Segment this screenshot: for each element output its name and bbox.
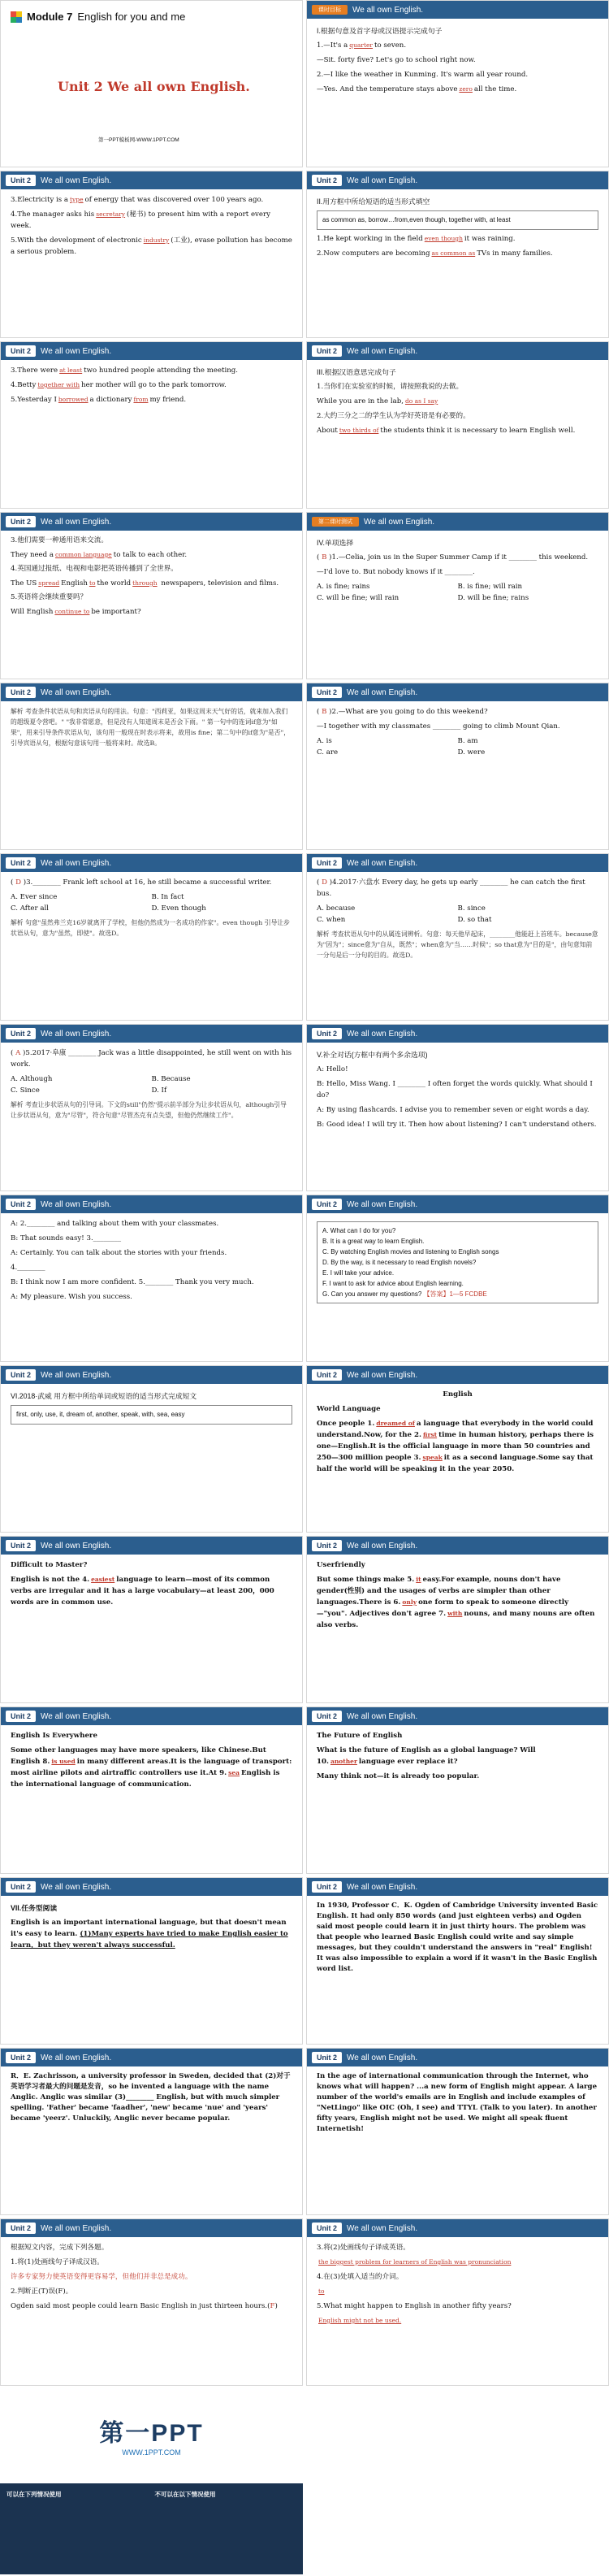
slide-12: Unit 2 We all own English. ( D )4.2017·六盘水 Every day, he gets up early ________ he can catch the first bus. A. because B. since C. when D. so that 解析 考查状语从句中的从属连词辨析。句意：每天他早起床，________他能赶上首班车。because意为"因为"；since意为"自从，既然"；when意为"当……时候"；so that意为"目的是"，由句意知前一分句是后一分句的目的。故选D。 <box>306 853 609 1021</box>
header-title: We all own English. <box>41 687 112 697</box>
unit-tag: Unit 2 <box>312 1540 342 1551</box>
passage-text: language to learn—most of its common verbs are irregular and it has a large vocabulary—at least 200，000 words are in common use. <box>11 1576 274 1607</box>
option: C. will be fine; will rain <box>317 594 400 602</box>
header-title: We all own English. <box>41 517 112 527</box>
option: D. so that <box>457 916 492 924</box>
q5-text: 5.With the development of electronic <box>11 236 142 245</box>
unit-tag: Unit 2 <box>6 2223 36 2234</box>
q5-text-b: (工业), evase pollution has become a serious problem. <box>11 236 292 256</box>
passage-text: In the age of international communication through the Internet, who knows what will happen? ...a new form of English might appear. A large number of the world's emails are in English and include examples of "NetLingo" like OIC (Oh, I see) and TTYL (Talk to you later). In another fifty years, English might not be used. We might all speak fluent Internetish! <box>317 2072 598 2133</box>
slide-header <box>307 1 608 19</box>
task-a4: to <box>318 2288 325 2295</box>
option: D. were <box>457 748 486 757</box>
lesson-badge: 课时目标 <box>312 5 348 15</box>
section-title: V.补全对话(方框中有两个多余选项) <box>317 1051 428 1059</box>
passage-text: in many different areas.It is the language of transport: most airline pilots and airtraffic controllers use it.At 9. <box>11 1758 292 1777</box>
header-title: We all own English. <box>347 1882 418 1892</box>
module-heading <box>11 11 185 23</box>
option: A. Although <box>11 1075 53 1083</box>
unit-tag: Unit 2 <box>6 2052 36 2063</box>
slide-13: Unit 2 We all own English. ( A )5.2017·阜康 ________ Jack was a little disappointed, he still went on with his work. A. Although B. Because C. Since D. If 解析 考查让步状语从句的引导词。下文的still"仍然"提示前半部分为让步状语从句，although引导让步状语从句，意为"尽管"，符合句意"尽管杰克有点失望，但他仍然继续工作"。 <box>0 1024 303 1191</box>
usage-forbidden-heading: 不可以在以下情况使用 <box>154 2491 216 2498</box>
q2-text: About <box>317 427 338 435</box>
slide-26 <box>306 2048 609 2215</box>
q4-text-b: (秘书) to present him with a report every week. <box>11 210 270 230</box>
unit-tag: Unit 2 <box>312 1028 342 1039</box>
q2-answer: B <box>322 708 327 716</box>
unit-tag: Unit 2 <box>6 1881 36 1893</box>
q5-text: 5.2017·阜康 ________ Jack was a little disappointed, he still went on with his work. <box>11 1049 292 1069</box>
explanation: 解析 考查让步状语从句的引导词。下文的still"仍然"提示前半部分为让步状语从句，although引导让步状语从句，意为"尽管"，符合句意"尽管杰克有点失望，但他仍然继续工作"。 <box>11 1101 287 1119</box>
dialog-line: B: Good idea! I will try it. Then how about listening? I can't understand others. <box>317 1121 597 1129</box>
option: A. is <box>317 737 332 745</box>
lesson-badge: 第二课时测试 <box>312 517 359 527</box>
option: D. Even though <box>151 904 206 913</box>
header-title: We all own English. <box>347 687 418 697</box>
header-title: We all own English. <box>347 1029 418 1039</box>
option: B. is fine; will rain <box>457 583 522 591</box>
passage-text: In 1930, Professor C．K. Ogden of Cambridge University invented Basic English. It had only 850 words (and just eighteen verbs) and Ogden said most people could learn it in just thirty hours. The problem was that people who learned Basic English could write and say simple messages, but they couldn't understand the answers in "real" English! It was also impossible to explain a word if it wasn't in the Basic English word list. <box>317 1902 598 1973</box>
blank-answer: dreamed of <box>376 1420 415 1427</box>
q3-answer: D <box>15 878 21 887</box>
blank-answer: sea <box>228 1769 240 1776</box>
q1-answer: quarter <box>349 41 374 49</box>
task-a5: English might not be used. <box>318 2317 402 2324</box>
dialog-line: 4.________ <box>11 1264 45 1272</box>
header-title: We all own English. <box>41 1541 112 1550</box>
explanation: 解析 句意"虽然弗兰克16岁就离开了学校，但他仍然成为一名成功的作家"。even though 引导让步状语从句，意为"虽然，即使"。故选D。 <box>11 919 290 937</box>
q5-text-b: a dictionary <box>89 396 132 404</box>
option: F. I want to ask for advice about English learning. <box>322 1280 464 1287</box>
q3-chinese: 3.他们需要一种通用语来交流。 <box>11 536 108 544</box>
passage-text: language ever replace it? <box>358 1758 458 1766</box>
option: D. By the way, is it necessary to read English novels? <box>322 1259 477 1266</box>
header-title: We all own English. <box>347 2223 418 2233</box>
q2-text-c: all the time. <box>473 85 517 93</box>
slide-11: Unit 2 We all own English. ( D )3.________ Frank left school at 16, he still became a successful writer. A. Ever since B. In fact C. After all D. Even though 解析 句意"虽然弗兰克16岁就离开了学校，但他仍然成为一名成功的作家"。even though 引导让步状语从句，意为"虽然，即使"。故选D。 <box>0 853 303 1021</box>
slide-10: Unit 2 We all own English. ( B )2.—What are you going to do this weekend? —I together with my classmates ________ going to climb Mount Qian. A. is B. am C. are D. were <box>306 683 609 850</box>
passage-text: a language that everybody in the world could understand.Now, for the 2. <box>317 1420 594 1439</box>
q4-text-c: English <box>61 579 88 588</box>
task-a3: the biggest problem for learners of English was pronunciation <box>318 2258 512 2266</box>
option: A. Ever since <box>11 893 58 901</box>
task-a1: 许多专家努力使英语变得更容易学，但他们并非总是成功。 <box>11 2273 192 2281</box>
blank-answer: speak <box>422 1454 443 1461</box>
slide-9 <box>0 683 303 850</box>
header-title: We all own English. <box>364 517 435 527</box>
q5-answer: industry <box>143 236 170 244</box>
unit-tag: Unit 2 <box>312 1369 342 1381</box>
slide-19 <box>0 1536 303 1703</box>
unit-tag: Unit 2 <box>312 1199 342 1210</box>
module-label: Module 7 <box>27 11 73 23</box>
unit-tag: Unit 2 <box>312 687 342 698</box>
option: G. Can you answer my questions? <box>322 1290 422 1298</box>
slide-14 <box>306 1024 609 1191</box>
q4-text-b: her mother will go to the park tomorrow. <box>81 381 227 389</box>
q4-text-e: newspapers, television and films. <box>161 579 279 588</box>
section-title: VII.任务型阅读 <box>11 1904 58 1912</box>
blank-answer: is used <box>51 1758 76 1765</box>
task-q2: 2.判断正(T)误(F)。 <box>11 2288 73 2296</box>
option: D. If <box>151 1086 167 1095</box>
option: B. since <box>457 904 486 913</box>
dialog-line: B: Hello, Miss Wang. I ________ I often forget the words quickly. What should I do? <box>317 1080 593 1099</box>
q3-answer: at least <box>59 366 83 374</box>
dialog-line: A: Hello! <box>317 1065 348 1073</box>
task-q2-text: Ogden said most people could learn Basic English in just thirteen hours.( <box>11 2302 270 2310</box>
phrase-box: as common as, borrow…from,even though, together with, at least <box>317 210 598 230</box>
option: A. because <box>317 904 356 913</box>
section-title: I.根据句意及首字母或汉语提示完成句子 <box>317 27 443 35</box>
unit-tag: Unit 2 <box>6 345 36 357</box>
q4-answer-c: through <box>132 579 158 587</box>
task-a2: F <box>270 2302 275 2310</box>
blank-answer: another <box>330 1758 357 1765</box>
q1-reply: —Sit. forty five? Let's go to school right now. <box>317 56 476 64</box>
answer-key: 【答案】1—5 FCDBE <box>423 1290 487 1298</box>
q1-answer: do as I say <box>404 397 438 405</box>
q4-text: The US <box>11 579 37 588</box>
q5-answer: continue to <box>54 608 90 615</box>
unit-title: Unit 2 We all own English. <box>58 79 250 94</box>
task-q1: 1.将(1)处画线句子译成汉语。 <box>11 2258 104 2266</box>
task-heading: 根据短文内容，完成下列各题。 <box>11 2244 109 2252</box>
slide-2 <box>306 0 609 167</box>
q3-text-c: to talk to each other. <box>113 551 188 559</box>
passage-text: one form to speak to someone directly—"you". Adjectives don't agree 7. <box>317 1598 569 1618</box>
q3-text: 3.Electricity is a <box>11 196 69 204</box>
blank-answer: with <box>447 1610 463 1617</box>
header-title: We all own English. <box>347 1711 418 1721</box>
slide-24 <box>306 1877 609 2045</box>
option: B. Because <box>151 1075 191 1083</box>
slide-16 <box>306 1195 609 1362</box>
slide-3 <box>0 171 303 338</box>
q3-text-b: two hundred people attending the meeting. <box>84 366 239 375</box>
options-box <box>317 1221 598 1303</box>
header-title: We all own English. <box>41 2223 112 2233</box>
section-title: III.根据汉语意思完成句子 <box>317 368 396 376</box>
q2-answer: two thirds of <box>339 427 379 434</box>
slide-4 <box>306 171 609 338</box>
passage-text: English is the international language of communication. <box>11 1769 280 1789</box>
q3-text: They need a <box>11 551 54 559</box>
dialog-line: A: 2.________ and talking about them with your classmates. <box>11 1220 219 1228</box>
slide-15 <box>0 1195 303 1362</box>
task-q5: 5.What might happen to English in another fifty years? <box>317 2302 512 2310</box>
unit-tag: Unit 2 <box>312 2052 342 2063</box>
passage-text: easy.For example, nouns don't have gender(性别) and the usages of verbs are simpler than other languages.There is 6. <box>317 1576 561 1607</box>
q1-text: While you are in the lab, <box>317 397 404 405</box>
header-title: We all own English. <box>41 1029 112 1039</box>
blank-answer: only <box>402 1598 417 1606</box>
unit-tag: Unit 2 <box>312 857 342 869</box>
q3-answer: type <box>70 196 84 203</box>
slide-23 <box>0 1877 303 2045</box>
option: C. Since <box>11 1086 40 1095</box>
word-box: first, only, use, it, dream of, another, speak, with, sea, easy <box>11 1405 292 1425</box>
q4-answer: together with <box>37 381 80 388</box>
cover-site: 第一PPT模板网-WWW.1PPT.COM <box>98 137 179 143</box>
unit-tag: Unit 2 <box>6 175 36 186</box>
slide-6 <box>306 341 609 509</box>
q4-text: 4.The manager asks his <box>11 210 95 219</box>
q2-text-b: —I together with my classmates ________ going to climb Mount Qian. <box>317 722 560 731</box>
dialog-line: B: That sounds easy! 3.________ <box>11 1234 122 1242</box>
header-title: We all own English. <box>347 1370 418 1380</box>
q5-chinese: 5.英语将会继续重要吗？ <box>11 593 88 601</box>
brand-logo: 第一PPT <box>99 2420 204 2447</box>
dialog-line: A: Certainly. You can talk about the stories with your friends. <box>11 1249 227 1257</box>
blank-answer: easiest <box>91 1576 115 1583</box>
unit-tag: Unit 2 <box>6 1711 36 1722</box>
q5-answer: borrowed <box>58 396 89 403</box>
q2-text: 2.—I like the weather in Kunming. It's warm all year round. <box>317 71 529 79</box>
option: E. I will take your advice. <box>322 1269 395 1277</box>
q4-text: 4.2017·六盘水 Every day, he gets up early ________ he can catch the first bus. <box>317 878 585 898</box>
q1-text-b: to seven. <box>374 41 407 50</box>
passage-text: R．E. Zachrisson, a university professor in Sweden, decided that (2)对于英语学习者最大的问题是发音，so he invented a language with the name Anglic. Anglic was similar (3)________ English, but with much simpler spelling. 'Father' became 'faadher', 'new' became 'nue' and 'years' became 'yeerz'. Unluckily, Anglic never became popular. <box>11 2072 291 2123</box>
slide-21 <box>0 1706 303 1874</box>
q4-answer: D <box>322 878 327 887</box>
module-title: English for you and me <box>77 11 186 23</box>
header-title: We all own English. <box>41 176 112 185</box>
passage-subtitle: World Language <box>317 1405 381 1413</box>
slide-22 <box>306 1706 609 1874</box>
q1-text-b: —I'd love to. But nobody knows if it ________. <box>317 568 475 576</box>
slide-25 <box>0 2048 303 2215</box>
header-title: We all own English. <box>41 346 112 356</box>
header-title: We all own English. <box>41 858 112 868</box>
task-q3: 3.将(2)处画线句子译成英语。 <box>317 2244 410 2252</box>
explanation: 解析 考查状语从句中的从属连词辨析。句意：每天他早起床，________他能赶上首班车。because意为"因为"；since意为"自从，既然"；when意为"当……时候"；so that意为"目的是"，由句意知前一分句是后一分句的目的。故选D。 <box>317 930 598 959</box>
passage-text: Some other languages may have more speakers, like Chinese.But English 8. <box>11 1746 266 1766</box>
brand-footer-slide <box>0 2386 303 2574</box>
passage-heading: English Is Everywhere <box>11 1732 97 1740</box>
unit-tag: Unit 2 <box>312 2223 342 2234</box>
dialog-line: A: My pleasure. Wish you success. <box>11 1293 132 1301</box>
q2-text-c: the students think it is necessary to learn English well. <box>380 427 576 435</box>
q4-text: 4.Betty <box>11 381 37 389</box>
q5-text: 5.Yesterday I <box>11 396 57 404</box>
q5-text-c: be important? <box>91 608 141 616</box>
dialog-line: A: By using flashcards. I advise you to remember seven or eight words a day. <box>317 1106 590 1114</box>
header-title: We all own English. <box>41 1711 112 1721</box>
option: B. In fact <box>151 893 184 901</box>
dialog-line: B: I think now I am more confident. 5.________ Thank you very much. <box>11 1278 254 1286</box>
header-title: We all own English. <box>41 2053 112 2062</box>
unit-tag: Unit 2 <box>6 1028 36 1039</box>
header-title: We all own English. <box>347 346 418 356</box>
q2-text: 2.Now computers are becoming <box>317 249 430 258</box>
header-title: We all own English. <box>347 176 418 185</box>
q5-answer: A <box>15 1049 21 1057</box>
q4-answer: secretary <box>96 210 126 218</box>
q1-answer: B <box>322 553 327 562</box>
slide-20 <box>306 1536 609 1703</box>
q5-answer-b: from <box>133 396 149 403</box>
q1-answer: even though <box>424 235 463 242</box>
unit-tag: Unit 2 <box>312 1711 342 1722</box>
slide-7 <box>0 512 303 679</box>
header-title: We all own English. <box>347 1199 418 1209</box>
slide-28 <box>306 2218 609 2386</box>
passage-heading: Userfriendly <box>317 1561 365 1569</box>
q4-answer: spread <box>38 579 60 587</box>
q2-text: 2.—What are you going to do this weekend? <box>331 708 488 716</box>
q1-chinese: 1.当你们在实验室的时候，请按照我说的去做。 <box>317 383 464 391</box>
passage-text: it as a second language.Some say that half the world will be speaking it in the year 2050. <box>317 1454 594 1473</box>
task-q2-close: ) <box>274 2302 278 2310</box>
section-title: II.用方框中所给短语的适当形式填空 <box>317 197 430 206</box>
q4-text-d: the world <box>97 579 132 588</box>
q3-text-b: of energy that was discovered over 100 years ago. <box>84 196 264 204</box>
q2-text-b: —Yes. And the temperature stays above <box>317 85 458 93</box>
q1-text: 1.—It's a <box>317 41 348 50</box>
unit-tag: Unit 2 <box>6 1369 36 1381</box>
module-logo-icon <box>11 11 22 23</box>
usage-allowed-heading: 可以在下列情况使用 <box>6 2491 62 2498</box>
header-title: We all own English. <box>347 1541 418 1550</box>
q1-text: 1.He kept working in the field <box>317 235 423 243</box>
q3-text: 3.There were <box>11 366 58 375</box>
q1-text: 1.—Celia, join us in the Super Summer Camp if it ________ this weekend. <box>331 553 589 562</box>
q1-text-b: it was raining. <box>464 235 516 243</box>
header-title: We all own English. <box>347 2053 418 2062</box>
unit-tag: Unit 2 <box>6 516 36 527</box>
passage-text: English is not the 4. <box>11 1576 90 1584</box>
passage-heading: The Future of English <box>317 1732 403 1740</box>
header-title: We all own English. <box>41 1882 112 1892</box>
unit-tag: Unit 2 <box>6 1540 36 1551</box>
slide-18 <box>306 1365 609 1533</box>
task-q4: 4.在(3)处填入适当的介词。 <box>317 2273 404 2281</box>
option: C. are <box>317 748 339 757</box>
option: B. am <box>457 737 478 745</box>
header-title: We all own English. <box>41 1199 112 1209</box>
passage-text: nouns, and many nouns are often also verbs. <box>317 1610 595 1629</box>
unit-tag: Unit 2 <box>312 1881 342 1893</box>
explanation: 解析 考查条件状语从句和宾语从句的用法。句意："西莉亚，如果这周末天气好的话，就来加入我们的超级夏令营吧。" "我非常愿意，但是没有人知道周末是否会下雨。" 第一句中的连词if意为"如果"，用来引导条件状语从句，该句用一般现在时表示将来，故用is fine；第二句中的if意为"是否"，引导宾语从句，根据句意该句用一般将来时。故选B。 <box>11 708 291 747</box>
q4-answer-b: to <box>89 579 96 587</box>
q4-chinese: 4.英国通过报纸、电视和电影把英语传播到了全世界。 <box>11 565 178 573</box>
blank-answer: first <box>423 1431 438 1438</box>
passage-heading: Difficult to Master? <box>11 1561 88 1569</box>
header-title: We all own English. <box>347 858 418 868</box>
section-title: VI.2018·武威 用方框中所给单词或短语的适当形式完成短文 <box>11 1392 197 1400</box>
passage-title: English <box>443 1390 473 1399</box>
unit-tag: Unit 2 <box>6 687 36 698</box>
q3-answer: common language <box>55 551 112 558</box>
slide-27 <box>0 2218 303 2386</box>
passage-text: English is an important international language, but that doesn't mean it's easy to learn. <box>11 1919 287 1938</box>
option: D. will be fine; rains <box>457 594 529 602</box>
passage-text: But some things make 5. <box>317 1576 415 1584</box>
header-title: We all own English. <box>41 1370 112 1380</box>
slide-17 <box>0 1365 303 1533</box>
option: A. What can I do for you? <box>322 1227 396 1234</box>
q2-answer: as common as <box>431 249 476 257</box>
passage-text: Many think not—it is already too popular. <box>317 1772 480 1780</box>
unit-tag: Unit 2 <box>6 857 36 869</box>
passage-text: time in human history, perhaps there is one—English.It is the official language in more than 50 countries and 250—300 million people 3. <box>317 1431 594 1462</box>
option: A. is fine; rains <box>317 583 370 591</box>
unit-tag: Unit 2 <box>6 1199 36 1210</box>
blank-answer: it <box>416 1576 421 1583</box>
option: C. After all <box>11 904 49 913</box>
unit-tag: Unit 2 <box>312 345 342 357</box>
underlined-sentence: (1)Many experts have tried to make English easier to learn，but they weren't always successful. <box>11 1930 288 1949</box>
unit-tag: Unit 2 <box>312 175 342 186</box>
q5-text-c: my friend. <box>149 396 187 404</box>
q2-chinese: 2.大约三分之二的学生认为学好英语是有必要的。 <box>317 412 470 420</box>
brand-site: WWW.1PPT.COM <box>122 2448 181 2457</box>
slide-8: 第二课时测试 We all own English. IV.单项选择 ( B )1.—Celia, join us in the Super Summer Camp if it ________ this weekend. —I'd love to. But nobody knows if it ________. A. is fine; rains B. is fine; will rain C. will be fine; will rain D. will be fine; rains <box>306 512 609 679</box>
slide-5 <box>0 341 303 509</box>
option: C. By watching English movies and listening to English songs <box>322 1248 499 1255</box>
q2-answer: zero <box>459 85 473 93</box>
q2-text-b: TVs in many families. <box>477 249 553 258</box>
q3-text: 3.________ Frank left school at 16, he still became a successful writer. <box>26 878 272 887</box>
header-title: We all own English. <box>352 5 424 15</box>
passage-text: Once people 1. <box>317 1420 375 1428</box>
option: B. It is a great way to learn English. <box>322 1238 425 1245</box>
option: C. when <box>317 916 346 924</box>
q5-text: Will English <box>11 608 54 616</box>
section-title: IV.单项选择 <box>317 539 354 547</box>
passage-text: What is the future of English as a global language? Will 10. <box>317 1746 536 1766</box>
cover-slide <box>0 0 303 167</box>
